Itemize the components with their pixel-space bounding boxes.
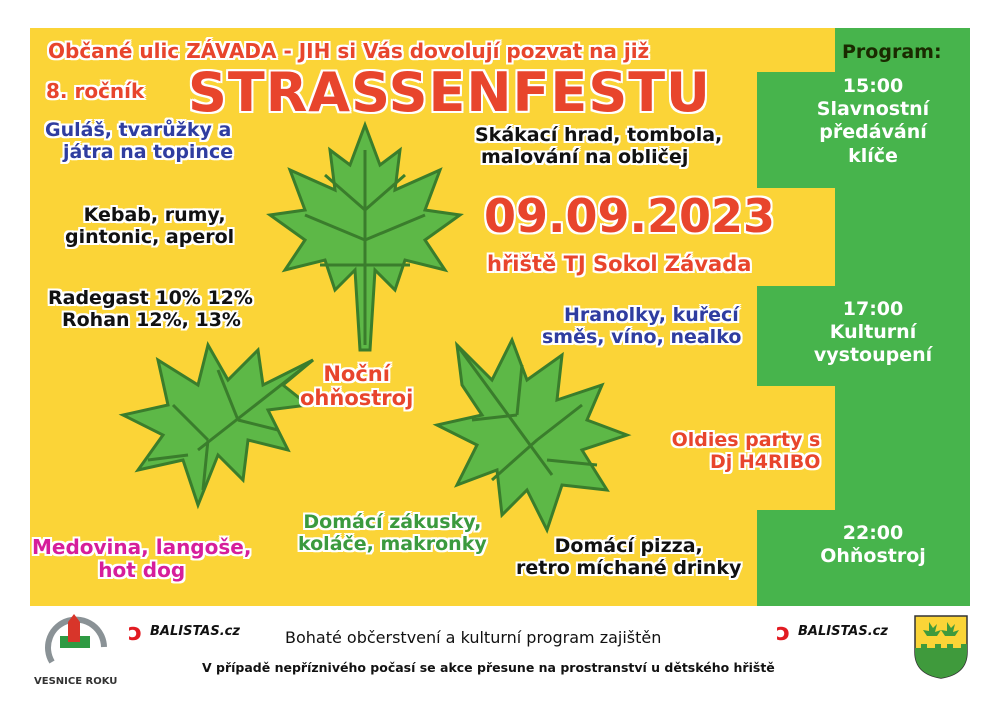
balistas-mark-icon: ↄ xyxy=(128,618,143,646)
balistas-mark-icon: ↄ xyxy=(776,618,791,646)
program-time-3: 22:00 xyxy=(842,522,904,544)
program-time-1: 15:00 xyxy=(842,75,904,97)
festival-title: STRASSENFESTU xyxy=(188,61,711,124)
balistas-logo-right: ↄ BALISTAS.cz xyxy=(776,618,888,646)
footer-main-text: Bohaté občerstvení a kulturní program zajištěn xyxy=(285,628,662,647)
program-heading: Program: xyxy=(842,41,942,63)
offer-kebab: Kebab, rumy, gintonic, aperol xyxy=(65,204,235,248)
offer-beer: Radegast 10% 12% Rohan 12%, 13% xyxy=(48,287,253,331)
village-logo-text: VESNICE ROKU xyxy=(34,676,118,687)
offer-kids: Skákací hrad, tombola, malování na obličej xyxy=(475,124,723,168)
program-time-2: 17:00 xyxy=(842,298,904,320)
offer-goulash: Guláš, tvarůžky a játra na topince xyxy=(45,119,234,163)
event-place: hřiště TJ Sokol Závada xyxy=(487,252,752,276)
event-date: 09.09.2023 xyxy=(484,189,776,243)
edition-text: 8. ročník xyxy=(46,79,145,103)
village-emblem-icon xyxy=(42,612,112,672)
program-panel-notch-top xyxy=(757,28,835,72)
offer-fries: Hranolky, kuřecí směs, víno, nealko xyxy=(542,304,742,348)
offer-cakes: Domácí zákusky, koláče, makronky xyxy=(298,511,487,555)
invitation-text: Občané ulic ZÁVADA - JIH si Vás dovolují pozvat na již xyxy=(48,39,650,63)
offer-pizza: Domácí pizza, retro míchané drinky xyxy=(516,535,742,579)
maple-leaf-top-icon xyxy=(265,120,465,355)
village-of-year-logo xyxy=(30,612,120,702)
offer-oldies: Oldies party s Dj H4RIBO xyxy=(671,429,821,473)
offer-fireworks: Noční ohňostroj xyxy=(300,362,414,411)
offer-mead: Medovina, langoše, hot dog xyxy=(32,535,252,582)
balistas-logo-left: ↄ BALISTAS.cz xyxy=(128,618,240,646)
footer-weather-note: V případě nepříznivého počasí se akce přesune na prostranství u dětského hřiště xyxy=(202,660,775,675)
coat-of-arms-icon xyxy=(913,614,969,680)
maple-leaf-left-icon xyxy=(118,330,318,530)
program-item-2: 17:00 Kulturní vystoupení xyxy=(808,298,938,368)
maple-leaf-right-icon xyxy=(432,325,632,535)
program-item-1: 15:00 Slavnostní předávání klíče xyxy=(808,75,938,168)
program-item-3: 22:00 Ohňostroj xyxy=(808,522,938,568)
